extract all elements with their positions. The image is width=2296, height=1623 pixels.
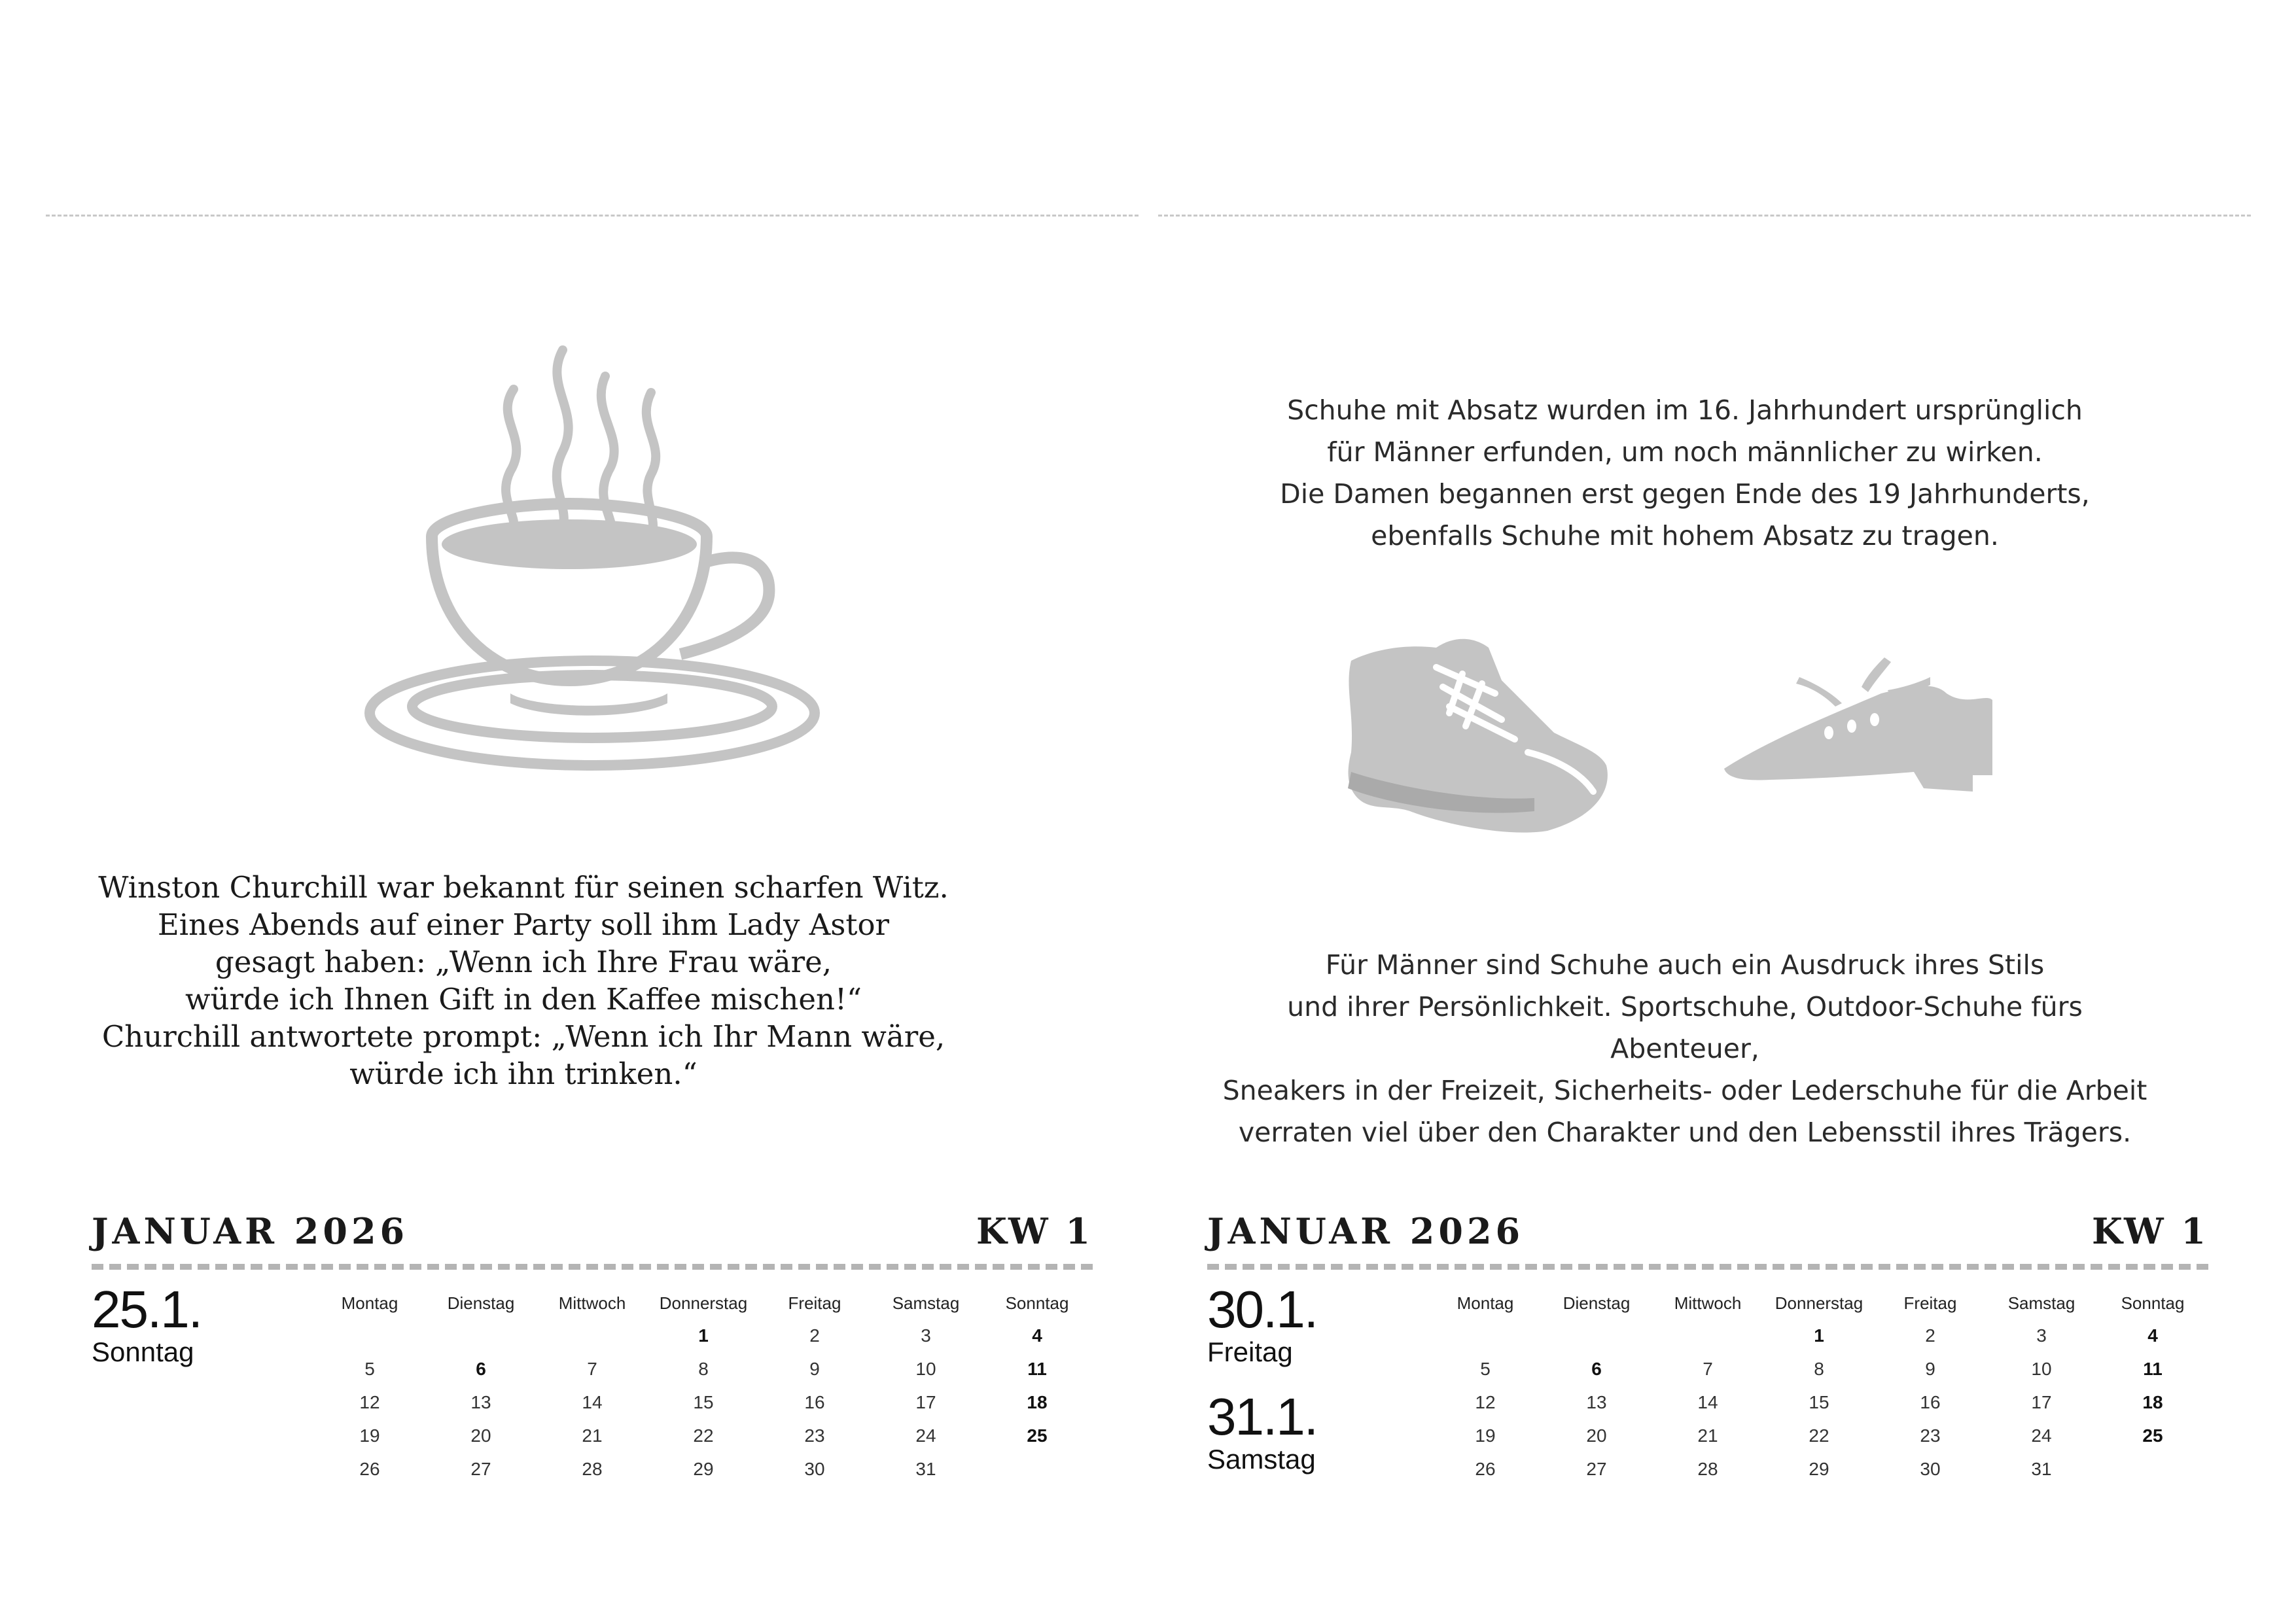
weekday-label: Donnerstag	[1775, 1293, 1863, 1313]
shoes-icon	[1338, 621, 1992, 857]
fact-line: ebenfalls Schuhe mit hohem Absatz zu tragen.	[1371, 520, 1999, 551]
weekday-label: Donnerstag	[659, 1293, 748, 1313]
month-title: JANUAR 2026	[92, 1210, 409, 1252]
mini-month-grid	[1430, 1287, 2208, 1486]
day-cell: 1	[1814, 1325, 1824, 1346]
month-title: JANUAR 2026	[1207, 1210, 1525, 1252]
day-cell: 25	[1027, 1425, 1048, 1446]
day-cell: 31	[915, 1458, 936, 1479]
date-number: 25.1.	[92, 1280, 202, 1338]
churchill-quote	[98, 869, 949, 1092]
day-cell: 13	[470, 1391, 491, 1412]
fact-line: Für Männer sind Schuhe auch ein Ausdruck ihres Stils	[1325, 949, 2045, 981]
day-cell: 14	[582, 1391, 603, 1412]
week-row	[1430, 1452, 2208, 1486]
weekday-label: Mittwoch	[1674, 1293, 1742, 1313]
right-page	[1148, 0, 2296, 1623]
calendar-header	[1207, 1210, 2208, 1256]
day-cell: 18	[2142, 1391, 2163, 1412]
day-cell: 29	[1809, 1458, 1829, 1479]
week-row	[314, 1419, 1093, 1452]
week-row	[1430, 1419, 2208, 1452]
day-cell: 2	[809, 1325, 820, 1346]
day-cell: 30	[804, 1458, 825, 1479]
day-cell: 15	[693, 1391, 714, 1412]
day-cell	[537, 1319, 648, 1352]
fact-top	[1214, 389, 2156, 557]
day-cell	[425, 1319, 537, 1352]
day-cell: 28	[1697, 1458, 1718, 1479]
day-cell: 21	[1697, 1425, 1718, 1446]
day-cell: 8	[1814, 1358, 1824, 1379]
day-cell: 27	[1586, 1458, 1607, 1479]
date-number: 31.1.	[1207, 1387, 1317, 1446]
day-cell: 23	[1920, 1425, 1941, 1446]
weekday-label: Freitag	[1903, 1293, 1957, 1313]
calendar-left	[92, 1210, 1093, 1479]
weekday-label: Samstag	[2007, 1293, 2075, 1313]
day-cell: 10	[2031, 1358, 2052, 1379]
weekday-label: Dienstag	[447, 1293, 515, 1313]
weekday-label: Sonntag	[1005, 1293, 1069, 1313]
mini-month-grid	[314, 1287, 1093, 1486]
fact-line: verraten viel über den Charakter und den Lebensstil ihres Trägers.	[1238, 1117, 2132, 1148]
calendar-right	[1207, 1210, 2208, 1479]
day-cell: 9	[809, 1358, 820, 1379]
day-cell: 20	[470, 1425, 491, 1446]
week-row	[314, 1386, 1093, 1419]
day-dates	[92, 1282, 314, 1389]
calendar-dashed-rule	[92, 1264, 1093, 1270]
day-dates	[1207, 1282, 1430, 1497]
day-cell	[1652, 1319, 1763, 1352]
date-entry	[1207, 1282, 1430, 1367]
calendar-header	[92, 1210, 1093, 1256]
weekday-header-row	[314, 1287, 1093, 1319]
weekday-label: Samstag	[892, 1293, 960, 1313]
day-cell: 17	[915, 1391, 936, 1412]
day-cell: 5	[1480, 1358, 1491, 1379]
day-cell: 7	[1703, 1358, 1713, 1379]
quote-line: gesagt haben: „Wenn ich Ihre Frau wäre,	[215, 945, 832, 979]
day-cell: 6	[1591, 1358, 1602, 1379]
weekday-header-row	[1430, 1287, 2208, 1319]
date-weekday: Sonntag	[92, 1336, 194, 1367]
day-cell: 29	[693, 1458, 714, 1479]
day-cell: 8	[698, 1358, 709, 1379]
date-weekday: Freitag	[1207, 1336, 1293, 1367]
date-entry	[1207, 1389, 1430, 1475]
fact-bottom	[1214, 944, 2156, 1153]
day-cell: 22	[693, 1425, 714, 1446]
day-cell	[1541, 1319, 1652, 1352]
fact-line: Die Damen begannen erst gegen Ende des 19 Jahrhunderts,	[1280, 478, 2090, 510]
day-cell: 26	[359, 1458, 380, 1479]
day-cell: 12	[359, 1391, 380, 1412]
date-weekday: Samstag	[1207, 1444, 1316, 1475]
day-cell: 20	[1586, 1425, 1607, 1446]
day-cell: 14	[1697, 1391, 1718, 1412]
day-cell	[2097, 1452, 2208, 1486]
day-cell: 12	[1475, 1391, 1496, 1412]
day-cell: 17	[2031, 1391, 2052, 1412]
week-row	[1430, 1352, 2208, 1386]
day-cell: 19	[359, 1425, 380, 1446]
quote-line: Winston Churchill war bekannt für seinen scharfen Witz.	[98, 870, 949, 905]
calendar-dashed-rule	[1207, 1264, 2208, 1270]
coffee-cup-icon	[353, 340, 831, 772]
week-row	[314, 1352, 1093, 1386]
week-row	[314, 1319, 1093, 1352]
fact-line: Schuhe mit Absatz wurden im 16. Jahrhundert ursprünglich	[1287, 394, 2083, 426]
day-cell: 1	[698, 1325, 709, 1346]
day-cell: 24	[2031, 1425, 2052, 1446]
quote-line: würde ich ihn trinken.“	[349, 1056, 698, 1091]
day-cell: 9	[1925, 1358, 1935, 1379]
weekday-label: Montag	[1457, 1293, 1514, 1313]
date-number: 30.1.	[1207, 1280, 1317, 1338]
day-cell: 30	[1920, 1458, 1941, 1479]
day-cell: 22	[1809, 1425, 1829, 1446]
day-cell: 31	[2031, 1458, 2052, 1479]
day-cell: 6	[476, 1358, 486, 1379]
fact-line: für Männer erfunden, um noch männlicher zu wirken.	[1327, 436, 2043, 468]
date-entry	[92, 1282, 314, 1367]
day-cell: 27	[470, 1458, 491, 1479]
day-cell: 28	[582, 1458, 603, 1479]
day-cell: 5	[364, 1358, 375, 1379]
day-cell: 4	[1032, 1325, 1042, 1346]
day-cell: 19	[1475, 1425, 1496, 1446]
day-cell: 3	[921, 1325, 931, 1346]
day-cell: 21	[582, 1425, 603, 1446]
fact-line: Sneakers in der Freizeit, Sicherheits- oder Lederschuhe für die Arbeit	[1222, 1075, 2147, 1106]
weekday-label: Montag	[341, 1293, 398, 1313]
week-number: KW 1	[2091, 1210, 2208, 1252]
week-row	[1430, 1386, 2208, 1419]
day-cell: 23	[804, 1425, 825, 1446]
day-cell: 11	[1027, 1358, 1047, 1379]
day-cell: 11	[2143, 1358, 2163, 1379]
day-cell: 3	[2036, 1325, 2047, 1346]
day-cell: 10	[915, 1358, 936, 1379]
day-cell: 2	[1925, 1325, 1935, 1346]
day-cell: 13	[1586, 1391, 1607, 1412]
fact-line: und ihrer Persönlichkeit. Sportschuhe, Outdoor-Schuhe fürs Abenteuer,	[1287, 991, 2083, 1064]
day-cell: 26	[1475, 1458, 1496, 1479]
day-cell: 16	[1920, 1391, 1941, 1412]
week-row	[1430, 1319, 2208, 1352]
day-cell	[314, 1319, 425, 1352]
weekday-label: Dienstag	[1563, 1293, 1631, 1313]
weekday-label: Mittwoch	[558, 1293, 626, 1313]
day-cell	[981, 1452, 1093, 1486]
week-number: KW 1	[976, 1210, 1093, 1252]
day-cell: 16	[804, 1391, 825, 1412]
day-cell: 15	[1809, 1391, 1829, 1412]
weekday-label: Sonntag	[2121, 1293, 2185, 1313]
day-cell: 25	[2142, 1425, 2163, 1446]
day-cell: 4	[2147, 1325, 2158, 1346]
day-cell: 18	[1027, 1391, 1048, 1412]
week-row	[314, 1452, 1093, 1486]
quote-line: Churchill antwortete prompt: „Wenn ich Ihr Mann wäre,	[101, 1019, 945, 1054]
quote-line: Eines Abends auf einer Party soll ihm Lady Astor	[157, 907, 890, 942]
day-cell: 7	[587, 1358, 597, 1379]
day-cell	[1430, 1319, 1541, 1352]
quote-line: würde ich Ihnen Gift in den Kaffee mischen!“	[185, 982, 862, 1017]
day-cell: 24	[915, 1425, 936, 1446]
weekday-label: Freitag	[788, 1293, 841, 1313]
